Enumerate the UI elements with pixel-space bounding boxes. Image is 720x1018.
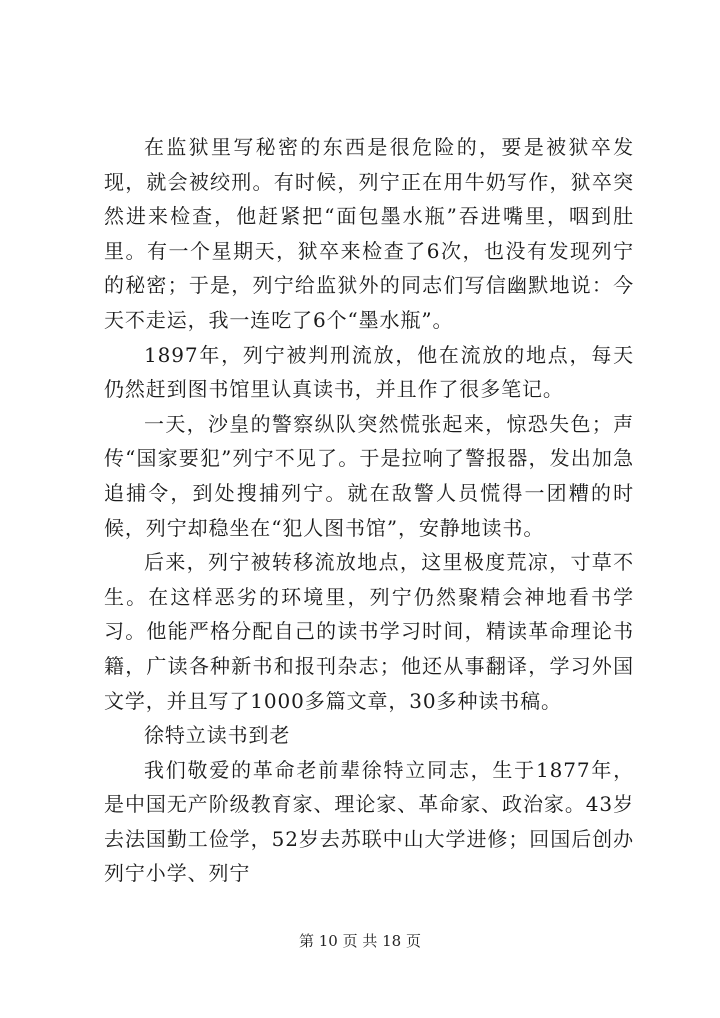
paragraph-xu-teli: 我们敬爱的革命老前辈徐特立同志，生于1877年，是中国无产阶级教育家、理论家、革命家、政治家。43岁去法国勤工俭学，52岁去苏联中山大学进修；回国后创办列宁小学、列宁	[104, 757, 634, 886]
paragraph-police-search: 一天，沙皇的警察纵队突然慌张起来，惊恐失色；声传“国家要犯”列宁不见了。于是拉响了警报器，发出加急追捕令，到处搜捕列宁。就在敌警人员慌得一团糟的时候，列宁却稳坐在“犯人图书馆”，安静地读书。	[104, 411, 634, 540]
paragraph-harsh-environment: 后来，列宁被转移流放地点，这里极度荒凉，寸草不生。在这样恶劣的环境里，列宁仍然聚精会神地看书学习。他能严格分配自己的读书学习时间，精读革命理论书籍，广读各种新书和报刊杂志；他还从事翻译，学习外国文学，并且写了1000多篇文章，30多种读书稿。	[104, 550, 634, 713]
section-heading: 徐特立读书到老	[144, 723, 291, 748]
paragraph-exile-1897: 1897年，列宁被判刑流放，他在流放的地点，每天仍然赶到图书馆里认真读书，并且作了很多笔记。	[104, 342, 634, 402]
page-number-footer: 第 10 页 共 18 页	[298, 932, 421, 950]
paragraph-prison-writing: 在监狱里写秘密的东西是很危险的，要是被狱卒发现，就会被绞刑。有时候，列宁正在用牛奶写作，狱卒突然进来检查，他赶紧把“面包墨水瓶”吞进嘴里，咽到肚里。有一个星期天，狱卒来检查了6次，也没有发现列宁的秘密；于是，列宁给监狱外的同志们写信幽默地说：今天不走运，我一连吃了6个“墨水瓶”。	[104, 135, 634, 332]
document-body	[104, 130, 634, 891]
